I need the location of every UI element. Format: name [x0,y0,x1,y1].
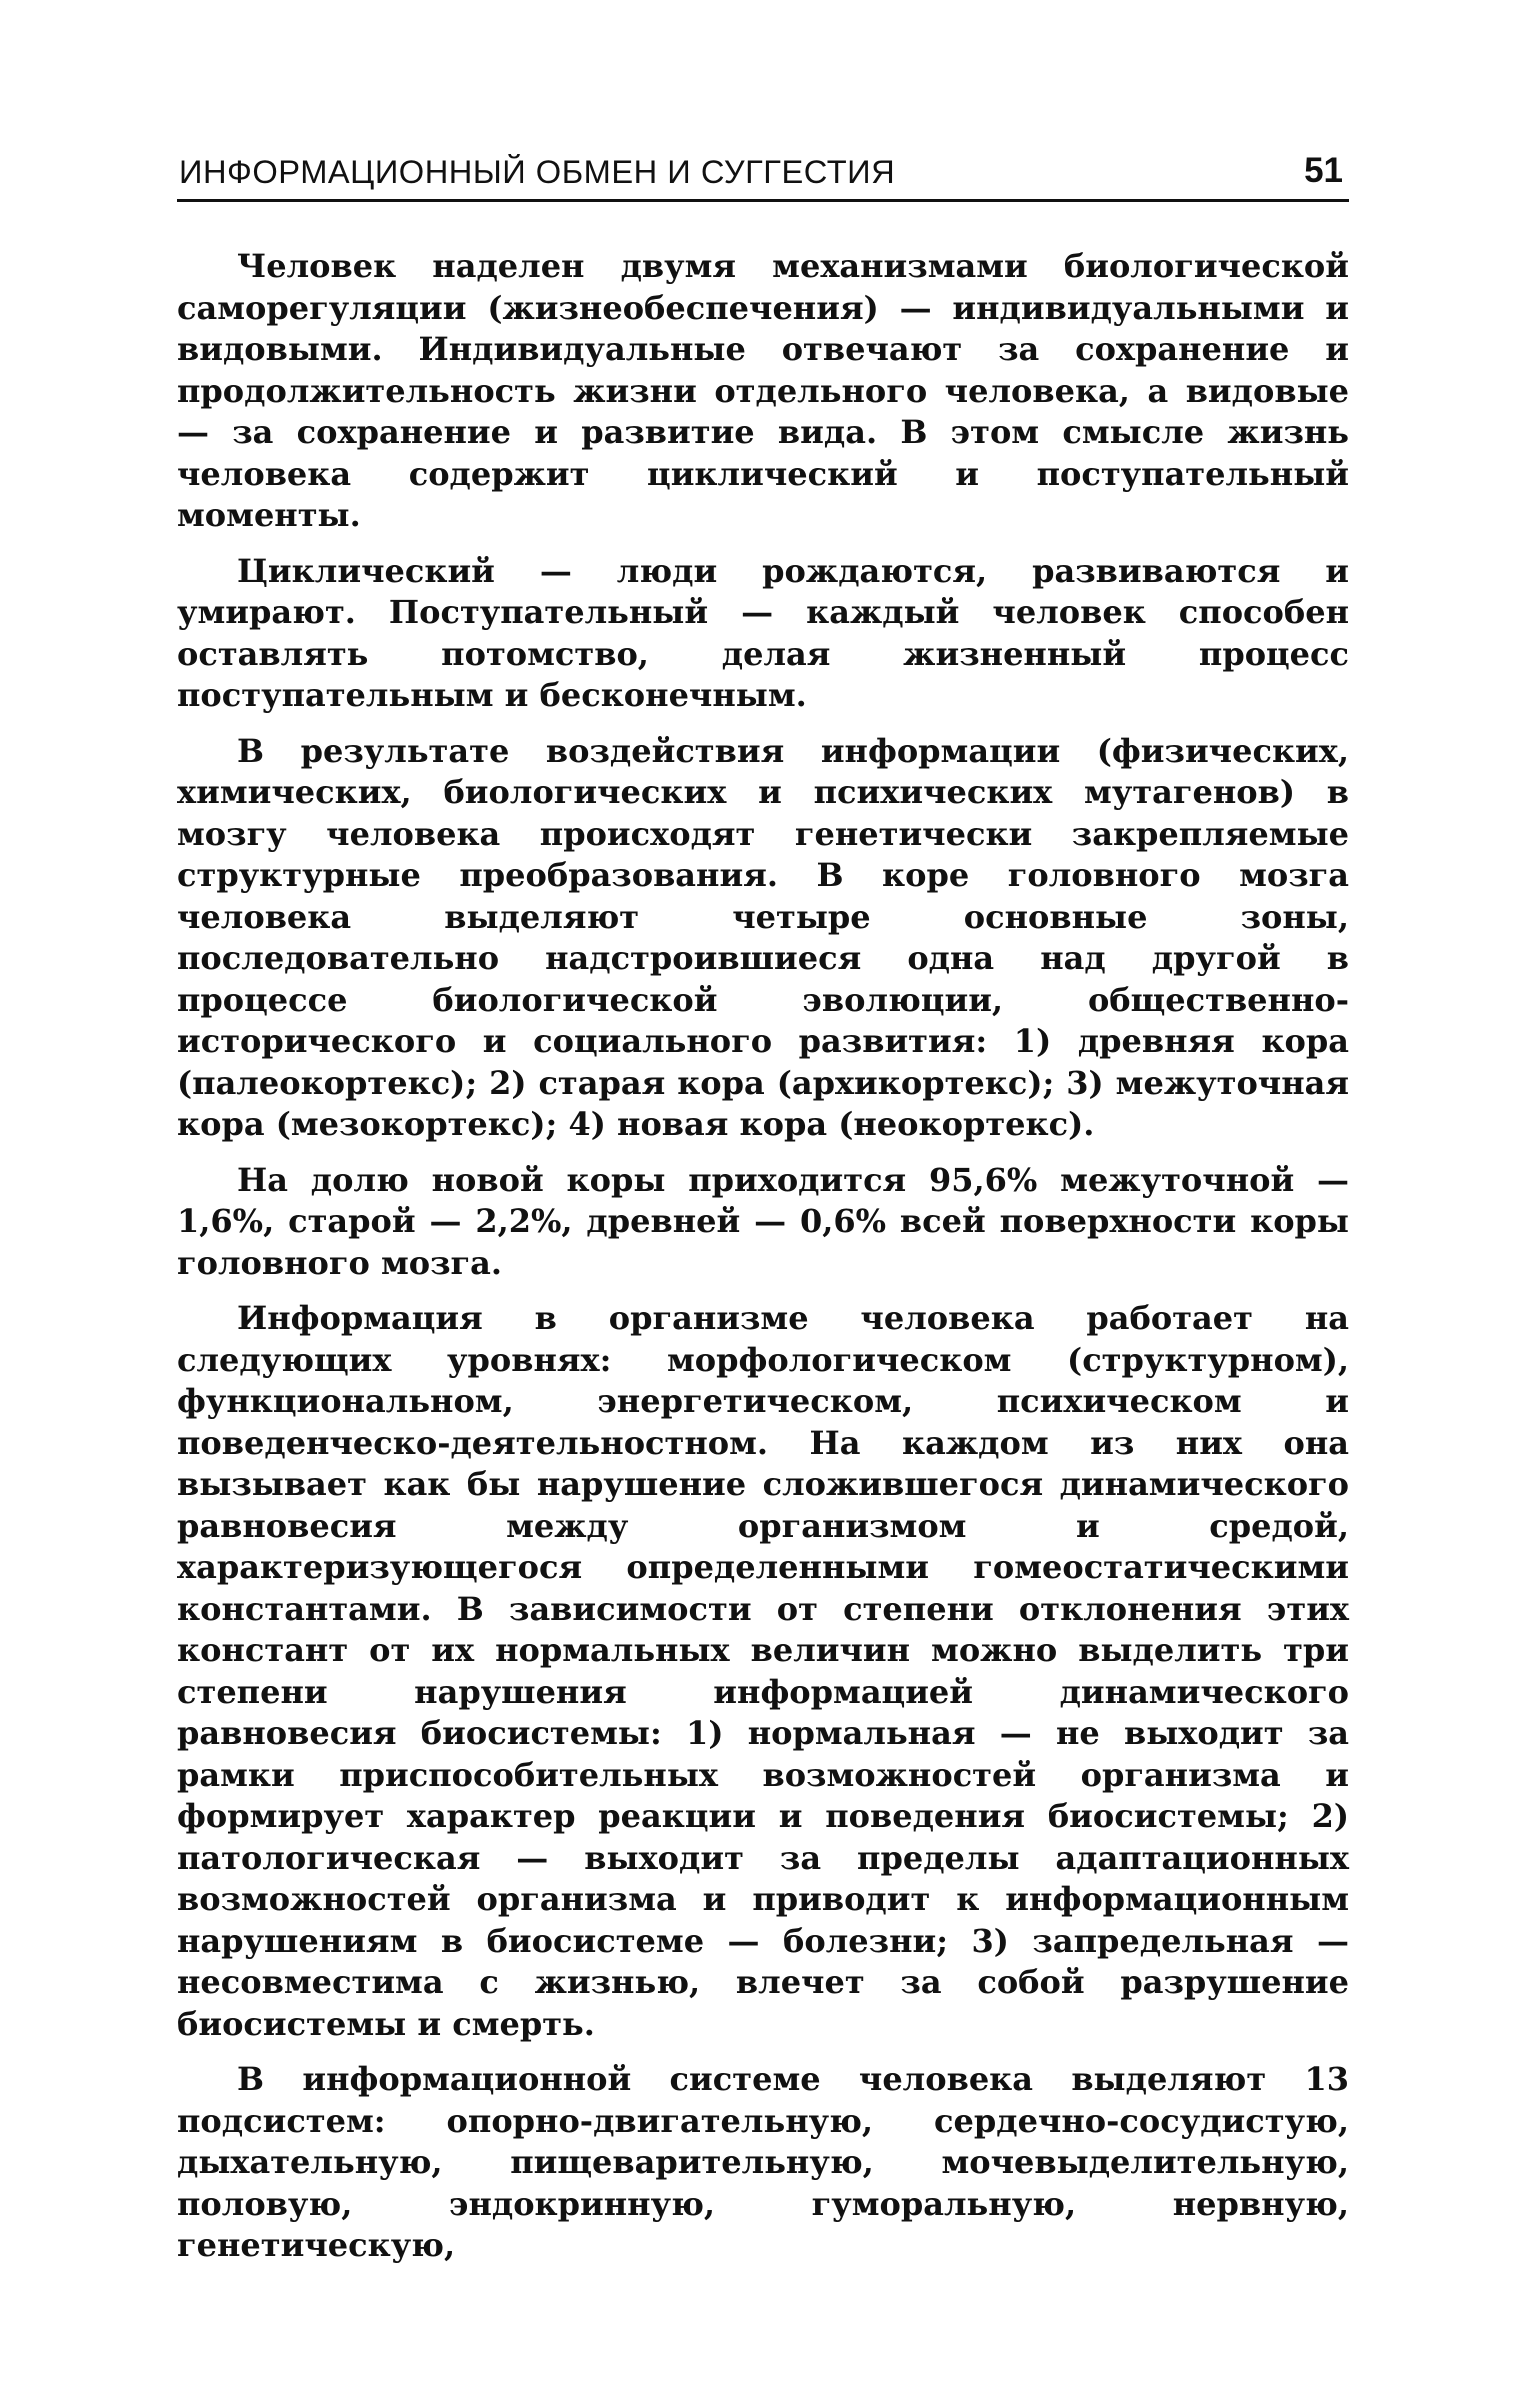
body-text [177,246,1349,2267]
running-title: ИНФОРМАЦИОННЫЙ ОБМЕН И СУГГЕСТИЯ [179,154,896,190]
paragraph-cyclic-and-progressive: Циклический — люди рождаются, развиваются и умирают. Поступательный — каждый человек способен оставлять потомство, делая жизненный процесс поступательным и бесконечным. [177,551,1349,714]
paragraph-information-levels: Информация в организме человека работает на следующих уровнях: морфологическом (структурном), функциональном, энергетическом, психическом и поведенческо-деятельностном. На каждом из них она вызывает как бы нарушение сложившегося динамического равновесия между организмом и средой, характеризующегося определенными гомеостатическими константами. В зависимости от степени отклонения этих констант от их нормальных величин можно выделить три степени нарушения информацией динамического равновесия биосистемы: 1) нормальная — не выходит за рамки приспособительных возможностей организма и формирует характер реакции и поведения биосистемы; 2) патологическая — выходит за пределы адаптационных возможностей организма и приводит к информационным нарушениям в биосистеме — болезни; 3) запредельная — несовместима с жизнью, влечет за собой разрушение биосистемы и смерть. [177,1299,1349,2043]
page-number: 51 [1304,151,1343,190]
paragraph-information-subsystems: В информационной системе человека выделяют 13 подсистем: опорно-двигательную, сердечно-сосудистую, дыхательную, пищеварительную, мочевыделительную, половую, эндокринную, гуморальную, нервную, генетическую, [177,2060,1349,2264]
paragraph-biological-self-regulation: Человек наделен двумя механизмами биологической саморегуляции (жизнеобеспечения) — индивидуальными и видовыми. Индивидуальные отвечают за сохранение и продолжительность жизни отдельного человека, а видовые — за сохранение и развитие вида. В этом смысле жизнь человека содержит циклический и поступательный моменты. [177,247,1349,534]
paragraph-cortex-percentages: На долю новой коры приходится 95,6% межуточной — 1,6%, старой — 2,2%, древней — 0,6% всей поверхности коры головного мозга. [177,1160,1349,1282]
paragraph-brain-cortex-zones: В результате воздействия информации (физических, химических, биологических и психических мутагенов) в мозгу человека происходят генетически закрепляемые структурные преобразования. В коре головного мозга человека выделяют четыре основные зоны, последовательно надстроившиеся одна над другой в процессе биологической эволюции, общественно-исторического и социального развития: 1) древняя кора (палеокортекс); 2) старая кора (архикортекс); 3) межуточная кора (мезокортекс); 4) новая кора (неокортекс). [177,731,1349,1143]
book-page [177,150,1349,2267]
running-head [177,150,1349,202]
